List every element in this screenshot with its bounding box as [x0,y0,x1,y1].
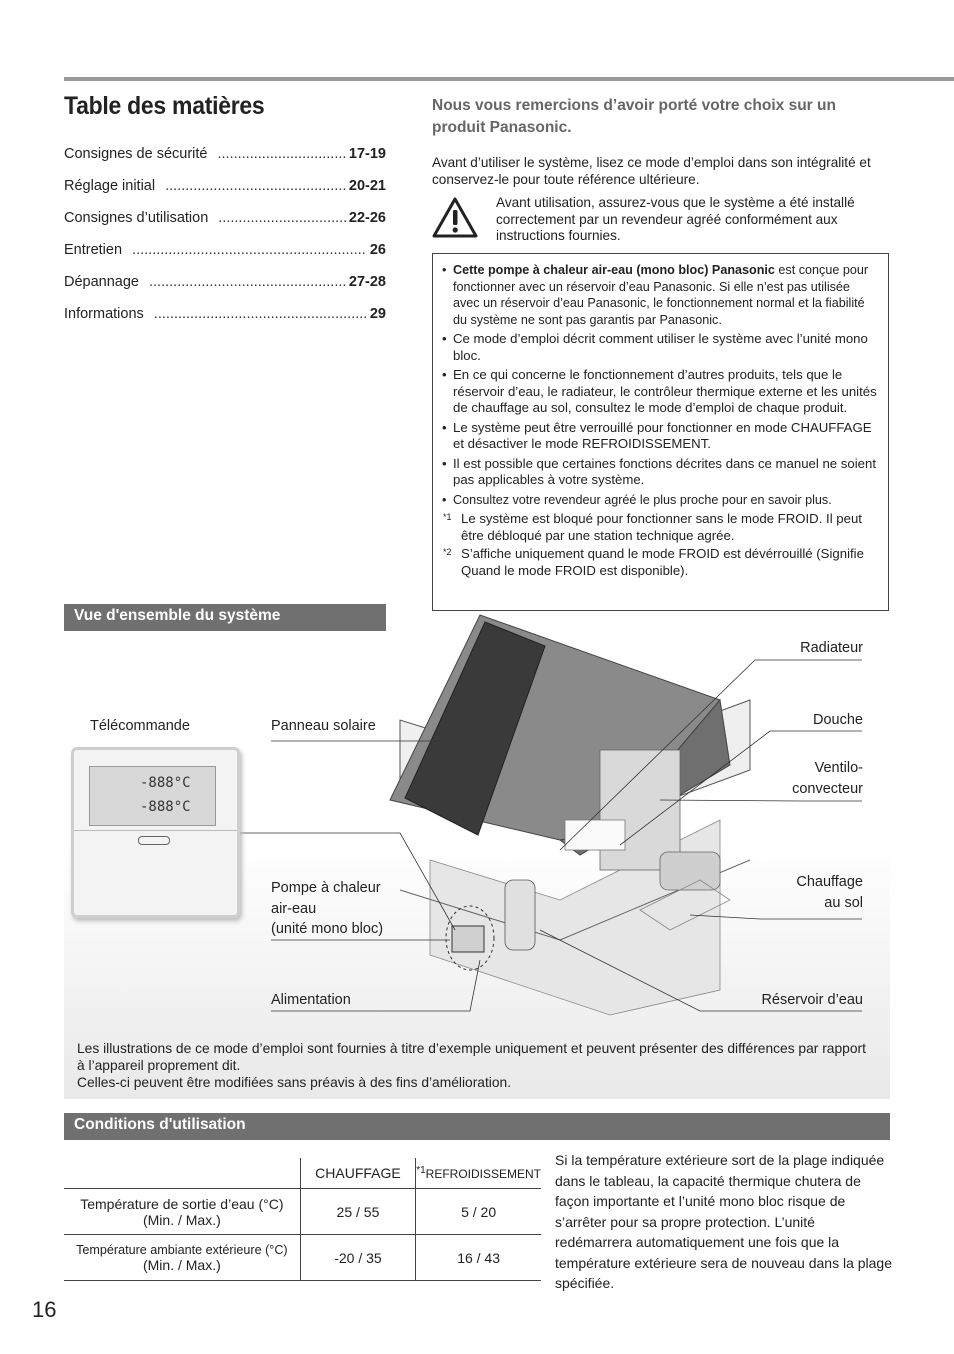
label-power-supply: Alimentation [271,992,351,1008]
intro-paragraph: Avant d’utiliser le système, lisez ce mode d’emploi dans son intégralité et conservez-le pour toute référence ultérieure. [432,155,871,187]
label-floor-heating: Chauffage au sol [796,874,863,911]
remote-control [71,747,240,918]
table-row: Température de sortie d’eau (°C) (Min. / Max.) 25 / 55 5 / 20 [64,1189,541,1235]
label-fan-coil: Ventilo- convecteur [792,760,863,797]
toc-item[interactable]: Réglage initial ..... 20-21 [64,178,386,210]
footnote-1: *1 Le système est bloqué pour fonctionner sans le mode FROID. Il peut être débloqué par une station technique agrée. [443,511,862,543]
toc-title: Table des matières [64,92,265,120]
table-header-row: CHAUFFAGE $^{*1}$REFROIDISSEMENT [64,1158,541,1189]
note-item: • En ce qui concerne le fonctionnement d’autres produits, tels que le réservoir d’eau, le radiateur, le contrôleur thermique externe et les unités de chauffage au sol, consultez le mode d’emploi de chaque produit. [441,367,878,417]
section-title-overview: Vue d'ensemble du système [64,604,386,631]
note-item: • Ce mode d’emploi décrit comment utiliser le système avec l’unité mono bloc. [441,331,878,364]
remote-power-button [138,836,170,845]
toc-item[interactable]: Consignes d’utilisation ..... 22-26 [64,210,386,242]
note-item: • Il est possible que certaines fonctions décrites dans ce manuel ne soient pas applicables à votre système. [441,456,878,489]
toc-list [64,146,386,338]
footnote-2: *2 S’affiche uniquement quand le mode FROID est dévérrouillé (Signifie Quand le mode FROID est disponible). [443,546,864,578]
conditions-text: Si la température extérieure sort de la plage indiquée dans le tableau, la capacité thermique chutera de façon importante et l’unité mono bloc risque de s’arrêter pour sa propre protection. L’unité redémarrera automatiquement une fois que la température extérieure sera de nouveau dans la plage spécifiée. [555,1152,892,1291]
notes-box [432,253,889,611]
page-number: 16 [32,1297,57,1322]
note-item: • Le système peut être verrouillé pour fonctionner en mode CHAUFFAGE et désactiver le mode REFROIDISSEMENT. [441,420,878,453]
toc-item[interactable]: Dépannage ..... 27-28 [64,274,386,306]
remote-display: -888°C -888°C [89,766,216,826]
toc-item[interactable]: Consignes de sécurité ..... 17-19 [64,146,386,178]
conditions-table [64,1158,541,1281]
thanks-heading: Nous vous remercions d’avoir porté votre choix sur un produit Panasonic. [432,97,836,136]
section-title-conditions: Conditions d'utilisation [64,1113,890,1140]
toc-item[interactable]: Entretien ..... 26 [64,242,386,274]
note-item: • Cette pompe à chaleur air-eau (mono bloc) Panasonic est conçue pour fonctionner avec un réservoir d’eau Panasonic. Si elle n’est pas utilisée avec un réservoir d’eau Panasonic, le fonctionnement normal et la fiabilité du système ne sont pas garantis par Panasonic. [441,262,878,328]
label-heat-pump: Pompe à chaleur air-eau (unité mono bloc) [271,880,384,937]
label-shower: Douche [813,712,863,728]
illustration-caption: Les illustrations de ce mode d’emploi sont fournies à titre d’exemple uniquement et peuvent présenter des différences par rapport à l’appareil proprement dit. Celles-ci peuvent être modifiées sans préavis à des fins d’amélioration. [77,1041,866,1090]
toc-item[interactable]: Informations ..... 29 [64,306,386,338]
label-remote: Télécommande [90,718,190,734]
table-row: Température ambiante extérieure (°C) (Min. / Max.) -20 / 35 16 / 43 [64,1235,541,1281]
label-water-tank: Réservoir d’eau [761,992,863,1008]
note-item: • Consultez votre revendeur agréé le plus proche pour en savoir plus. [441,492,878,509]
top-rule [64,77,954,81]
label-radiator: Radiateur [800,640,863,656]
label-solar-panel: Panneau solaire [271,718,376,734]
warning-icon [432,196,478,238]
warning-text: Avant utilisation, assurez-vous que le système a été installé correctement par un revendeur agréé conformément aux instructions fournies. [496,195,855,243]
